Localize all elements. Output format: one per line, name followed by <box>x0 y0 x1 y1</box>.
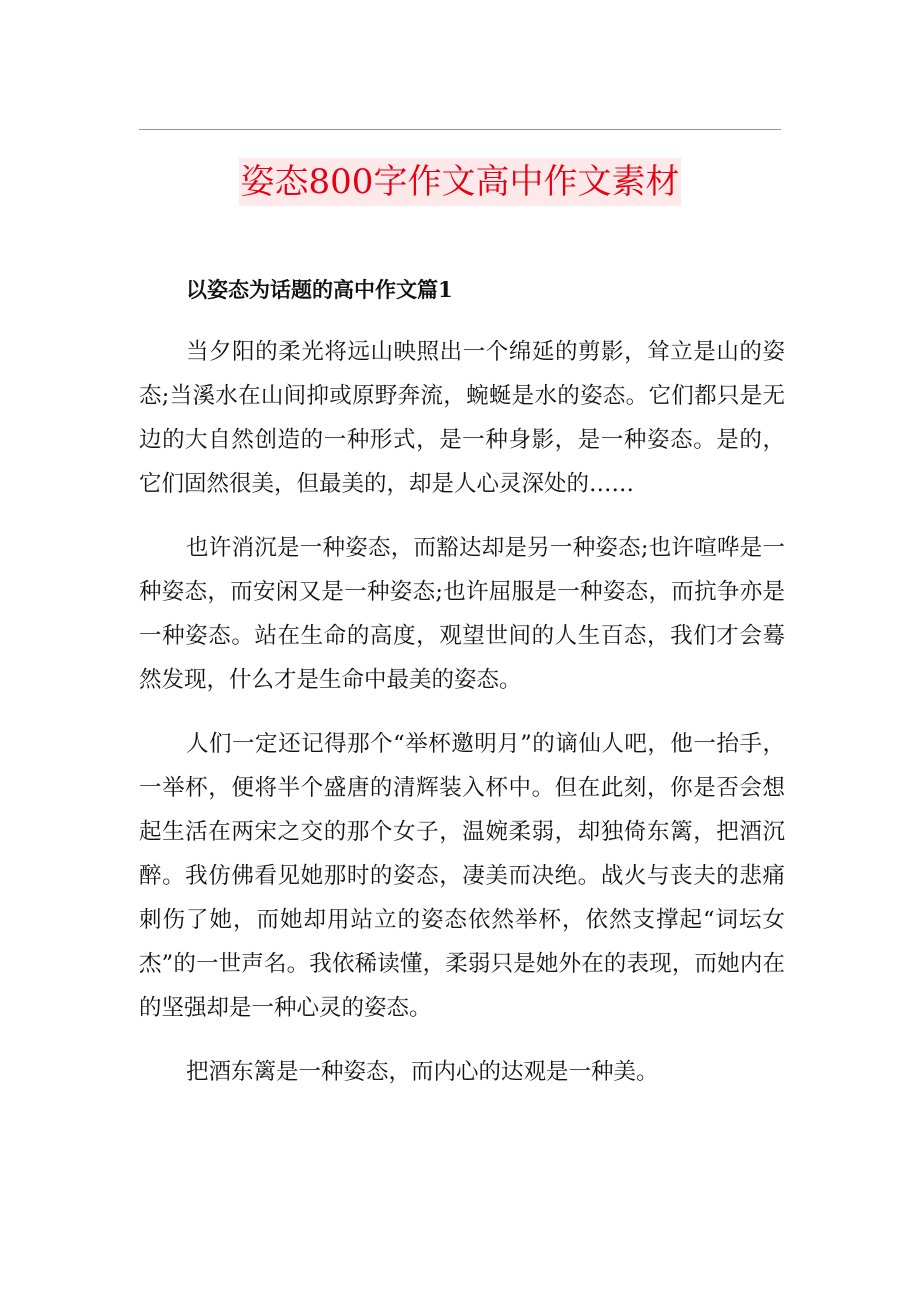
section-heading: 以姿态为话题的高中作文篇1 <box>186 277 453 302</box>
header-rule <box>139 129 781 130</box>
paragraph-4: 把酒东篱是一种姿态，而内心的达观是一种美。 <box>186 1059 659 1085</box>
title-container <box>0 158 920 206</box>
document-body <box>139 268 785 1114</box>
document-title: 姿态800字作文高中作文素材 <box>239 158 682 206</box>
paragraph-3: 人们一定还记得那个“举杯邀明月”的谪仙人吧，他一抬手，一举杯，便将半个盛唐的清辉装入杯中。但在此刻，你是否会想起生活在两宋之交的那个女子，温婉柔弱，却独倚东篱，把酒沉醉。我仿佛看见她那时的姿态，凄美而决绝。战火与丧夫的悲痛刺伤了她，而她却用站立的姿态依然举杯，依然支撑起“词坛女杰”的一世声名。我依稀读懂，柔弱只是她外在的表现，而她内在的坚强却是一种心灵的姿态。 <box>139 731 785 1021</box>
paragraph-1: 当夕阳的柔光将远山映照出一个绵延的剪影，耸立是山的姿态;当溪水在山间抑或原野奔流，蜿蜒是水的姿态。它们都只是无边的大自然创造的一种形式，是一种身影，是一种姿态。是的，它们固然很美，但最美的，却是人心灵深处的…… <box>139 339 785 497</box>
paragraph-2: 也许消沉是一种姿态，而豁达却是另一种姿态;也许喧哗是一种姿态，而安闲又是一种姿态;也许屈服是一种姿态，而抗争亦是一种姿态。站在生命的高度，观望世间的人生百态，我们才会蓦然发现，什么才是生命中最美的姿态。 <box>139 535 785 693</box>
